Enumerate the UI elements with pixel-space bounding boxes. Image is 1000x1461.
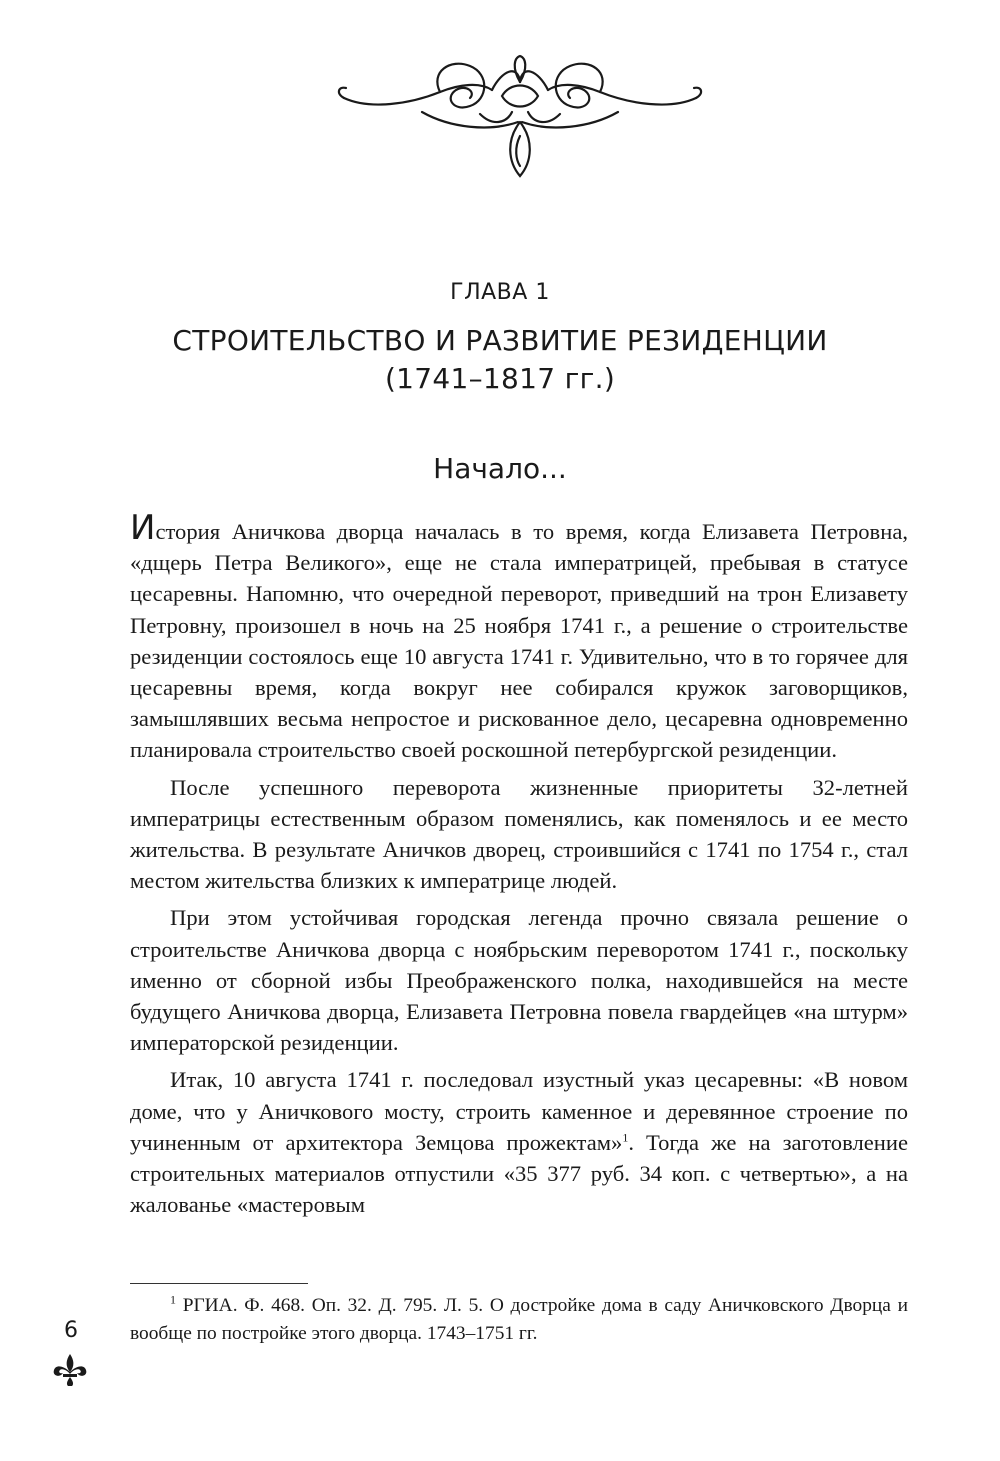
flourish-ornament-icon [330,52,710,182]
footnote-reference[interactable]: 1 [622,1130,629,1145]
footnote-text [130,1292,908,1348]
chapter-label: ГЛАВА 1 [450,280,550,305]
chapter-years: (1741–1817 гг.) [384,362,616,395]
page-number: 6 [64,1318,78,1343]
footnote-body: РГИА. Ф. 468. Оп. 32. Д. 795. Л. 5. О достройке дома в саду Аничковского Дворца и вообще по постройке этого дворца. 1743–1751 гг. [130,1295,908,1344]
paragraph [130,1064,908,1220]
footnote [130,1292,908,1348]
chapter-title [0,322,1000,398]
footnote-divider [130,1283,308,1284]
paragraph [130,508,908,766]
paragraph-text: Итак, 10 августа 1741 г. последовал изустный указ цесаревны: «В новом доме, что у Аничкового мосту, строить каменное и деревянное строение по учиненным от архитектора Земцова прожектам» [130,1067,908,1155]
paragraph: При этом устойчивая городская легенда прочно связала решение о строительстве Аничкова дворца с ноябрьским переворотом 1741 г., поскольку именно от сборной избы Преображенского полка, находившейся на месте будущего Аничкова дворца, Елизавета Петровна повела гвардейцев «на штурм» императорской резиденции. [130,905,908,1056]
initial-letter: И [130,508,156,548]
chapter-title-line: СТРОИТЕЛЬСТВО И РАЗВИТИЕ РЕЗИДЕНЦИИ [172,324,828,357]
paragraph-text: стория Аничкова дворца началась в то время, когда Елизавета Петровна, «дщерь Петра Великого», еще не стала императрицей, пребывая в статусе цесаревны. Напомню, что очередной переворот, приведший на трон Елизавету Петровну, произошел в ночь на 25 ноября 1741 г., а решение о строительстве резиденции состоялось еще 10 августа 1741 г. Удивительно, что в то горячее для цесаревны время, когда вокруг нее собирался кружок заговорщиков, замышлявших весьма непростое и рискованное дело, цесаревна одновременно планировала строительство своей роскошной петербургской резиденции. [130,519,908,763]
paragraph-text: . Тогда же на заготовление строительных материалов отпустили «35 377 руб. 34 коп. с четвертью», а на жалованье «мастеровым [130,1129,908,1218]
footnote-marker: 1 [170,1292,176,1307]
paragraph: После успешного переворота жизненные приоритеты 32-летней императрицы естественным образом поменялись, как поменялось и ее место жительства. В результате Аничков дворец, строившийся с 1741 по 1754 г., стал местом жительства близких к императрице людей. [130,774,908,894]
fleur-de-lis-icon [50,1352,90,1388]
section-title: Начало... [433,452,567,485]
body-text [130,508,908,1226]
